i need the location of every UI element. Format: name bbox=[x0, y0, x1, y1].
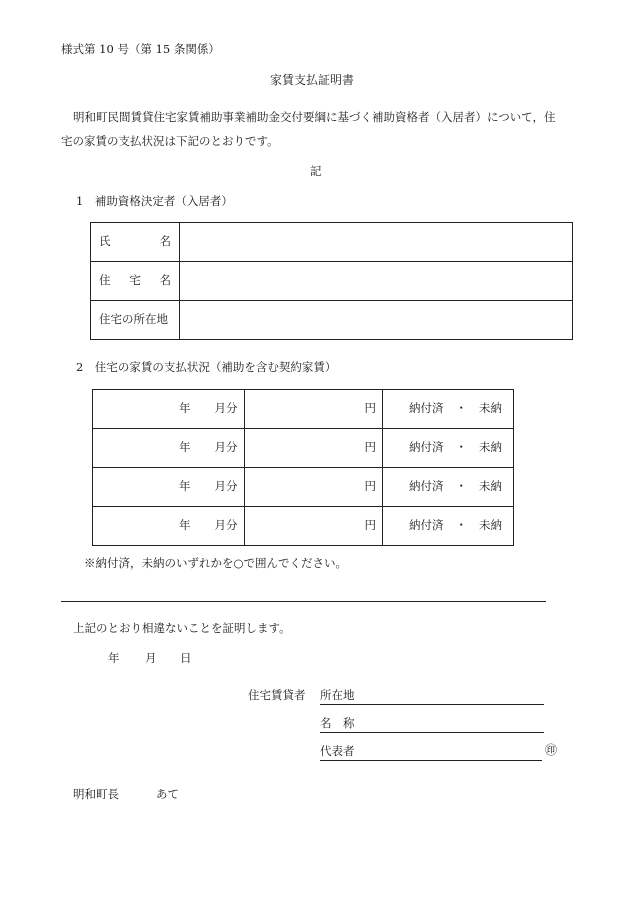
month-label: 月分 bbox=[214, 479, 238, 494]
dot-separator: ・ bbox=[455, 479, 467, 494]
address-value-field[interactable] bbox=[180, 301, 573, 340]
housing-name-label-char: 住 bbox=[99, 273, 111, 288]
landlord-address-line[interactable] bbox=[320, 704, 544, 705]
status-cell[interactable] bbox=[383, 468, 514, 507]
housing-name-label-char: 宅 bbox=[129, 273, 141, 288]
landlord-name-line[interactable] bbox=[320, 732, 544, 733]
section2-heading: 2 住宅の家賃の支払状況（補助を含む契約家賃） bbox=[76, 360, 337, 374]
yen-label: 円 bbox=[364, 401, 376, 416]
address-label-cell bbox=[91, 301, 180, 340]
table-row bbox=[91, 223, 573, 262]
circle-instruction-note: ※納付済，未納のいずれかを○で囲んでください。 bbox=[84, 556, 348, 570]
section1-heading: 1 補助資格決定者（入居者） bbox=[76, 194, 233, 208]
amount-cell[interactable] bbox=[245, 468, 383, 507]
dot-separator: ・ bbox=[455, 440, 467, 455]
month-label: 月分 bbox=[214, 440, 238, 455]
status-cell[interactable] bbox=[383, 390, 514, 429]
date-year-label: 年 bbox=[108, 651, 120, 665]
amount-cell[interactable] bbox=[245, 390, 383, 429]
year-label: 年 bbox=[179, 440, 191, 455]
month-label: 月分 bbox=[214, 518, 238, 533]
certify-text: 上記のとおり相違ないことを証明します。 bbox=[73, 621, 291, 635]
paid-label: 納付済 bbox=[409, 401, 444, 416]
landlord-name-label: 名 称 bbox=[320, 716, 355, 730]
date-day-label: 日 bbox=[180, 651, 192, 665]
landlord-label: 住宅賃貸者 bbox=[248, 688, 306, 702]
status-cell[interactable] bbox=[383, 429, 514, 468]
year-label: 年 bbox=[179, 518, 191, 533]
unpaid-label: 未納 bbox=[479, 518, 502, 533]
unpaid-label: 未納 bbox=[479, 401, 502, 416]
address-label: 住宅の所在地 bbox=[99, 312, 168, 327]
document-title: 家賃支払証明書 bbox=[270, 73, 355, 87]
seal-mark-icon: ㊞ bbox=[545, 743, 558, 757]
dot-separator: ・ bbox=[455, 518, 467, 533]
period-cell[interactable] bbox=[93, 468, 245, 507]
name-label-char: 名 bbox=[159, 234, 171, 249]
period-cell[interactable] bbox=[93, 507, 245, 546]
paid-label: 納付済 bbox=[409, 440, 444, 455]
housing-name-value-field[interactable] bbox=[180, 262, 573, 301]
amount-cell[interactable] bbox=[245, 429, 383, 468]
month-label: 月分 bbox=[214, 401, 238, 416]
unpaid-label: 未納 bbox=[479, 479, 502, 494]
yen-label: 円 bbox=[364, 479, 376, 494]
housing-name-label-cell bbox=[91, 262, 180, 301]
addressee-ate: あて bbox=[156, 787, 179, 801]
year-label: 年 bbox=[179, 479, 191, 494]
table-row bbox=[91, 262, 573, 301]
period-cell[interactable] bbox=[93, 429, 245, 468]
table-row bbox=[93, 429, 514, 468]
name-label-cell bbox=[91, 223, 180, 262]
intro-text-line-2: 宅の家賃の支払状況は下記のとおりです。 bbox=[61, 134, 279, 148]
form-number: 様式第 10 号（第 15 条関係） bbox=[61, 42, 220, 56]
name-label-char: 氏 bbox=[99, 234, 111, 249]
ki-heading: 記 bbox=[310, 164, 322, 178]
period-cell[interactable] bbox=[93, 390, 245, 429]
table-row bbox=[93, 507, 514, 546]
paid-label: 納付済 bbox=[409, 518, 444, 533]
status-cell[interactable] bbox=[383, 507, 514, 546]
housing-name-label-char: 名 bbox=[159, 273, 171, 288]
landlord-address-label: 所在地 bbox=[320, 688, 355, 702]
amount-cell[interactable] bbox=[245, 507, 383, 546]
addressee-mayor: 明和町長 bbox=[73, 787, 119, 801]
date-month-label: 月 bbox=[145, 651, 157, 665]
intro-text-line-1: 明和町民間賃貸住宅家賃補助事業補助金交付要綱に基づく補助資格者（入居者）について，住 bbox=[73, 110, 556, 124]
yen-label: 円 bbox=[364, 440, 376, 455]
landlord-rep-label: 代表者 bbox=[320, 744, 355, 758]
table-row bbox=[93, 390, 514, 429]
payment-table bbox=[92, 389, 514, 546]
year-label: 年 bbox=[179, 401, 191, 416]
unpaid-label: 未納 bbox=[479, 440, 502, 455]
name-value-field[interactable] bbox=[180, 223, 573, 262]
paid-label: 納付済 bbox=[409, 479, 444, 494]
landlord-rep-line[interactable] bbox=[320, 760, 542, 761]
section-divider bbox=[61, 601, 546, 602]
table-row bbox=[91, 301, 573, 340]
resident-table bbox=[90, 222, 573, 340]
yen-label: 円 bbox=[364, 518, 376, 533]
dot-separator: ・ bbox=[455, 401, 467, 416]
table-row bbox=[93, 468, 514, 507]
